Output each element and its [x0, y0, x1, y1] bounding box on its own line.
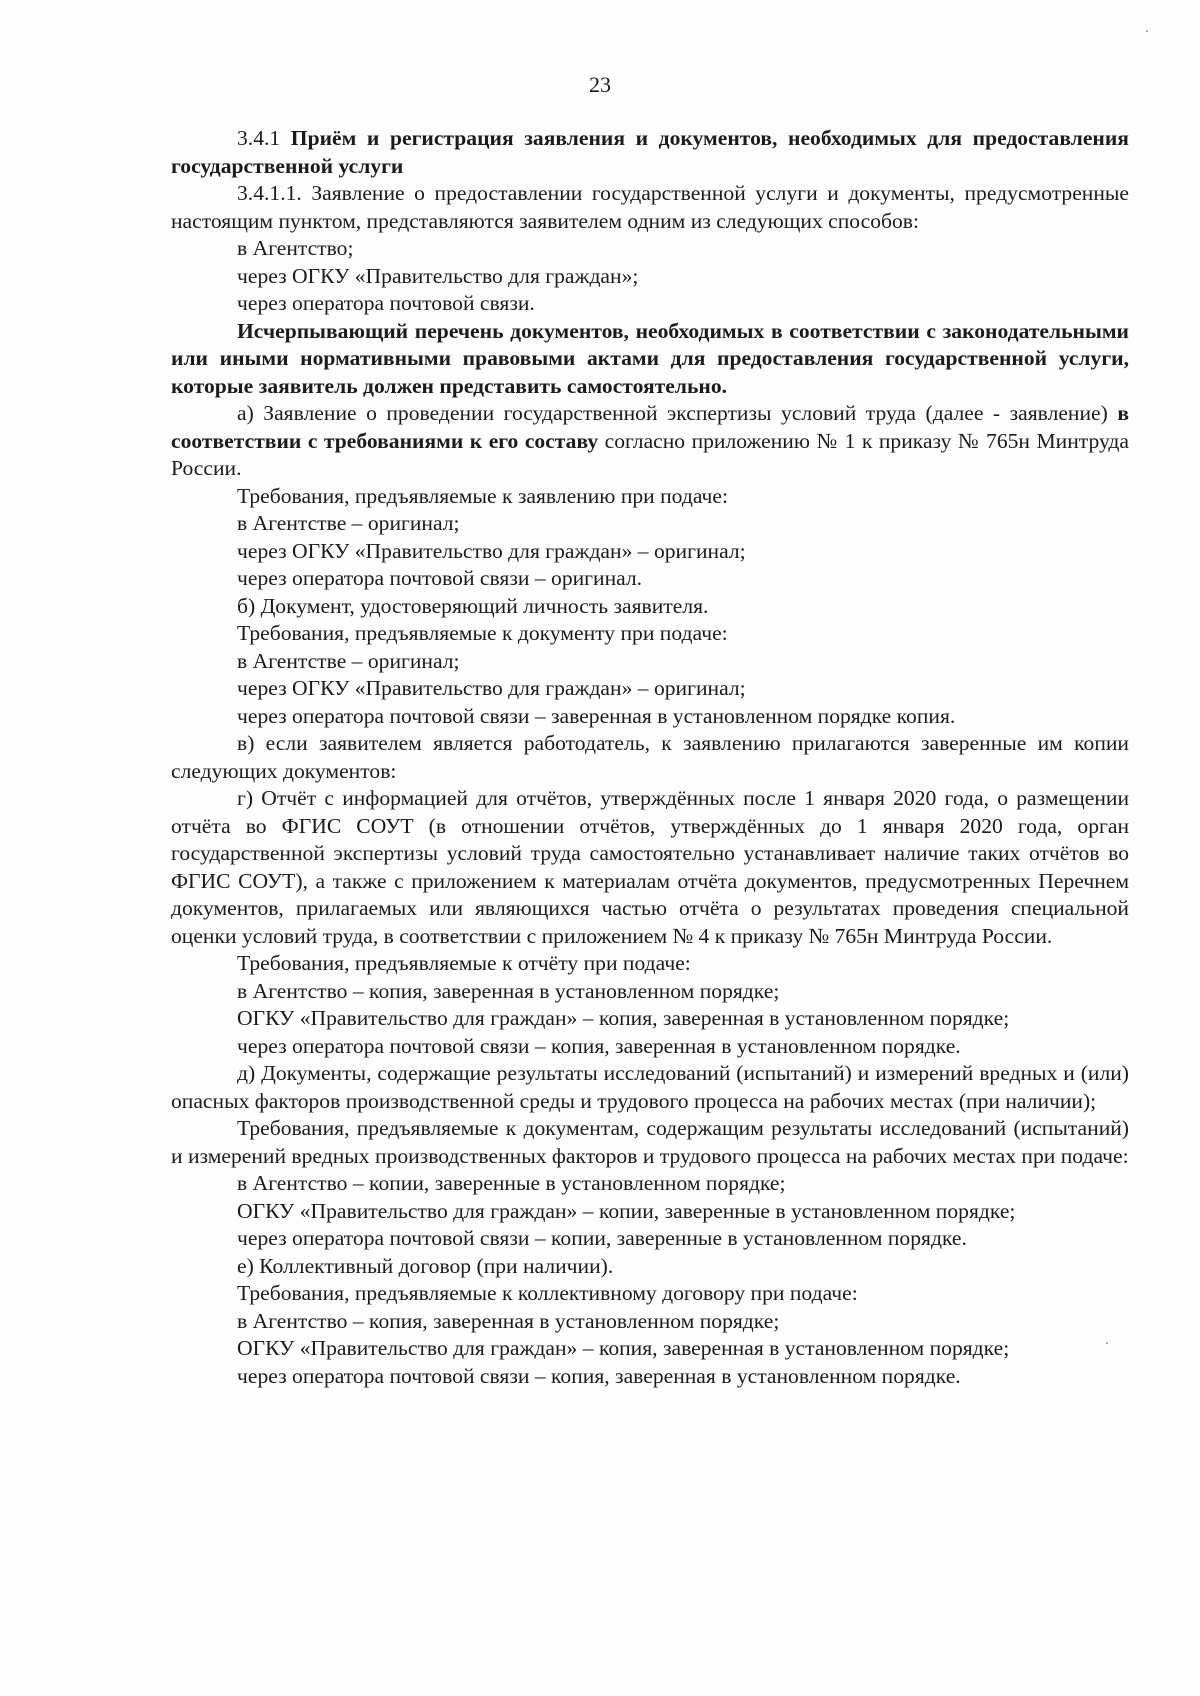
list-item: Требования, предъявляемые к коллективному договору при подаче: — [237, 1281, 858, 1305]
paragraph-a-bold: в соответствии с требованиями к его составу — [171, 401, 1129, 453]
paragraph-a — [171, 400, 1129, 483]
paragraph-v: в) если заявителем является работодатель, к заявлению прилагаются заверенные им копии следующих документов: — [171, 731, 1129, 783]
list-item: через ОГКУ «Правительство для граждан» – оригинал; — [237, 538, 746, 563]
documents-list-heading: Исчерпывающий перечень документов, необходимых в соответствии с законодательными или иными нормативными правовыми актами для предоставления государственной услуги, которые заявитель должен представить самостоятельно. — [171, 318, 1129, 398]
paragraph-submission-ways: 3.4.1.1. Заявление о предоставлении государственной услуги и документы, предусмотренные настоящим пунктом, представляются заявителем одним из следующих способов: — [171, 181, 1129, 233]
list-item-wrapped: ОГКУ «Правительство для граждан» – копии, заверенные в установленном порядке; — [237, 1198, 1016, 1223]
list-item: в Агентстве – оригинал; — [237, 511, 460, 535]
document-body — [171, 125, 1129, 1390]
list-item: в Агентство – копия, заверенная в установленном порядке; — [237, 1308, 780, 1333]
list-item: Требования, предъявляемые к отчёту при подаче: — [237, 951, 691, 975]
list-item: в Агентство – копия, заверенная в установленном порядке; — [237, 978, 780, 1003]
list-item: через ОГКУ «Правительство для граждан» – оригинал; — [237, 676, 746, 700]
list-item: в Агентство – копии, заверенные в установленном порядке; — [237, 1171, 786, 1195]
paragraph-d-requirements: Требования, предъявляемые к документам, содержащим результаты исследований (испытаний) и измерений вредных производственных факторов и трудового процесса на рабочих местах при подаче: — [171, 1116, 1129, 1168]
list-item: в Агентство; — [237, 236, 354, 260]
list-item: е) Коллективный договор (при наличии). — [237, 1253, 614, 1278]
section-heading-number: 3.4.1 — [237, 126, 291, 150]
list-item: через оператора почтовой связи – заверенная в установленном порядке копия. — [237, 703, 956, 728]
list-item: через оператора почтовой связи – оригинал. — [237, 566, 643, 590]
list-item: через оператора почтовой связи – копия, заверенная в установленном порядке. — [237, 1363, 961, 1388]
list-item: через ОГКУ «Правительство для граждан»; — [237, 263, 639, 288]
list-item: Требования, предъявляемые к заявлению при подаче: — [237, 483, 729, 508]
list-item: в Агентстве – оригинал; — [237, 648, 460, 673]
paragraph-a-text-end: согласно приложению № 1 к приказу № 765н Минтруда России. — [171, 428, 1129, 480]
list-item: ОГКУ «Правительство для граждан» – копия, заверенная в установленном порядке; — [237, 1006, 1010, 1030]
list-item: Требования, предъявляемые к документу при подаче: — [237, 621, 728, 645]
list-item: ОГКУ «Правительство для граждан» – копия, заверенная в установленном порядке; — [237, 1336, 1010, 1360]
list-item: через оператора почтовой связи – копия, заверенная в установленном порядке. — [237, 1033, 961, 1058]
page-number: 23 — [589, 72, 611, 97]
paragraph-g: г) Отчёт с информацией для отчётов, утверждённых после 1 января 2020 года, о размещении отчёта во ФГИС СОУТ (в отношении отчётов, утверждённых до 1 января 2020 года, орган государственной экспертизы условий труда самостоятельно устанавливает наличие таких отчётов во ФГИС СОУТ), а также с приложением к материалам отчёта документов, предусмотренных Перечнем документов, прилагаемых или являющихся частью отчёта о результатах проведения специальной оценки условий труда, в соответствии с приложением № 4 к приказу № 765н Минтруда России. — [171, 786, 1129, 948]
paragraph-d: д) Документы, содержащие результаты исследований (испытаний) и измерений вредных и (или) опасных факторов производственной среды и трудового процесса на рабочих местах (при наличии); — [171, 1061, 1129, 1113]
list-item: через оператора почтовой связи. — [237, 291, 535, 315]
section-heading — [171, 125, 1129, 180]
list-item: б) Документ, удостоверяющий личность заявителя. — [237, 593, 709, 618]
scan-speck — [1146, 30, 1148, 32]
paragraph-a-text: а) Заявление о проведении государственной экспертизы условий труда (далее - заявление) — [237, 401, 1118, 425]
list-item: через оператора почтовой связи – копии, заверенные в установленном порядке. — [237, 1226, 967, 1250]
section-heading-text: Приём и регистрация заявления и документов, необходимых для предоставления государственной услуги — [171, 126, 1129, 178]
